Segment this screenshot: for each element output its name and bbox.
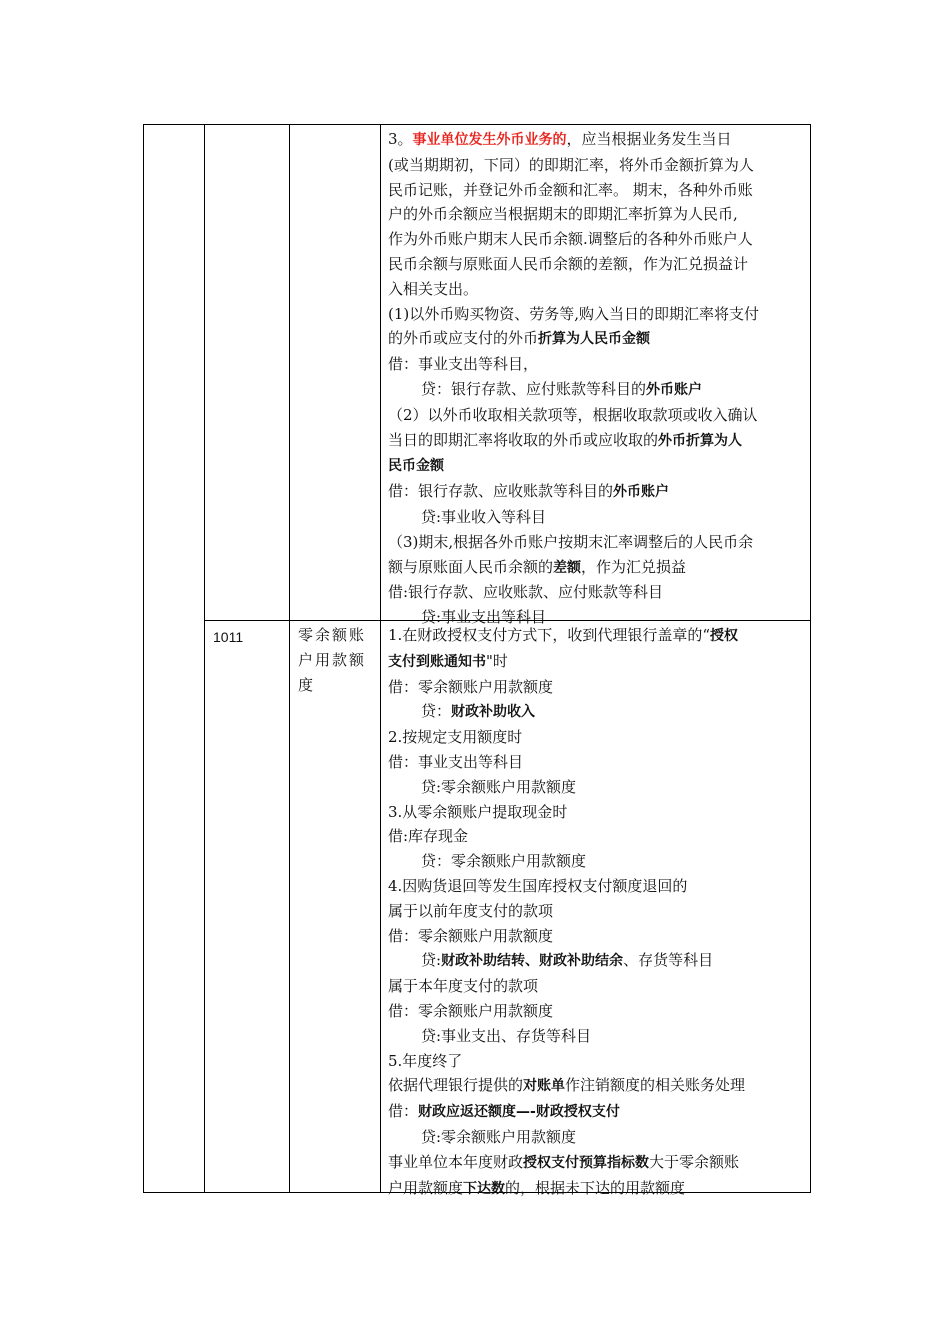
entry-line [388, 699, 803, 725]
bold-text: 差额 [553, 559, 582, 576]
entry-line [388, 403, 803, 428]
entry-line [388, 899, 803, 924]
bold-text: 财政补助结转、财政补助结余 [441, 953, 624, 970]
plain-text: 1.在财政授权支付方式下，收到代理银行盖章的“ [388, 626, 710, 644]
plain-text: 户用款额度 [388, 1178, 464, 1197]
plain-text: 3.从零余额账户提取现金时 [388, 802, 568, 821]
category-cell [144, 125, 205, 1193]
entry-line [388, 999, 803, 1024]
entry-line [388, 428, 803, 454]
plain-text: 当日的即期汇率将收取的外币或应收取的 [388, 430, 659, 449]
plain-text: "时 [486, 651, 508, 670]
name-cell [290, 125, 381, 621]
plain-text: 借：银行存款、应收账款等科目的 [388, 482, 614, 501]
entry-line [388, 252, 803, 277]
entry-line [388, 849, 803, 874]
plain-text: 贷： [421, 702, 452, 721]
bold-text: 授权 [709, 628, 738, 644]
plain-text: ，应当根据业务发生当日 [566, 130, 732, 148]
plain-text: 属于以前年度支付的款项 [388, 901, 554, 920]
entry-line [388, 649, 803, 675]
content-cell [381, 621, 811, 1197]
plain-text: 5.年度终了 [388, 1051, 463, 1070]
highlight-text: 事业单位发生外币业务的 [412, 132, 567, 148]
plain-text: (或当期期初，下同）的即期汇率，将外币金额折算为人 [388, 155, 754, 174]
entry-line [388, 948, 803, 974]
code-cell [205, 125, 290, 621]
plain-text: 作为外币账户期末人民币余额.调整后的各种外币账户人 [388, 230, 753, 249]
plain-text: 民币记账，并登记外币金额和汇率。 期末，各种外币账 [388, 180, 753, 199]
plain-text: 贷:事业支出、存货等科目 [421, 1026, 592, 1045]
plain-text: 借：零余额账户用款额度 [388, 1001, 554, 1020]
entry-line [388, 352, 803, 377]
plain-text: (1)以外币购买物资、劳务等,购入当日的即期汇率将支付 [388, 304, 760, 323]
plain-text: （2）以外币收取相关款项等，根据收取款项或收入确认 [388, 405, 758, 424]
entry-line [388, 623, 803, 649]
bold-text: 民币金额 [388, 458, 444, 475]
entry-line [388, 750, 803, 775]
plain-text: 借：事业支出等科目 [388, 752, 524, 771]
entry-line [388, 924, 803, 949]
entry-line [388, 479, 803, 505]
plain-text: 贷:事业支出等科目 [421, 608, 547, 627]
entry-line [388, 675, 803, 700]
entry-line [388, 824, 803, 849]
entry-line [388, 800, 803, 825]
entry-line [388, 1176, 803, 1202]
entry-line [388, 555, 803, 581]
entry-line [388, 326, 803, 352]
plain-text: 借:库存现金 [388, 827, 469, 846]
bold-text: 外币账户 [646, 381, 703, 398]
plain-text: 的外币或应支付的外币 [388, 329, 539, 348]
plain-text: 入相关支出。 [388, 279, 479, 298]
table-row [144, 125, 811, 621]
plain-text: 贷:事业收入等科目 [421, 507, 547, 526]
entry-line [388, 725, 803, 750]
bold-text: 折算为人民币金额 [538, 331, 651, 348]
entry-line [388, 202, 803, 227]
plain-text: 贷：银行存款、应付账款等科目的 [421, 379, 647, 398]
content-cell [381, 125, 811, 627]
plain-text: 3。 [388, 130, 413, 148]
entry-line [388, 1150, 803, 1176]
plain-text: 民币余额与原账面人民币余额的差额，作为汇兑损益计 [388, 254, 749, 273]
plain-text: 属于本年度支付的款项 [388, 977, 539, 996]
plain-text: ，作为汇兑损益 [581, 557, 687, 576]
entry-line [388, 580, 803, 605]
plain-text: 借：零余额账户用款额度 [388, 926, 554, 945]
entry-line [388, 277, 803, 302]
entry-line [388, 178, 803, 203]
entry-line [388, 1024, 803, 1049]
entry-line [388, 505, 803, 530]
plain-text: 2.按规定支用额度时 [388, 728, 523, 747]
entry-line [388, 153, 803, 178]
bold-text: 外币账户 [613, 484, 670, 501]
entry-line [388, 1073, 803, 1099]
entry-line [388, 302, 803, 327]
plain-text: 大于零余额账 [649, 1152, 740, 1171]
bold-text: 授权支付预算指标数 [523, 1154, 650, 1171]
entry-line [388, 127, 803, 153]
plain-text: 4.因购货退回等发生国库授权支付额度退回的 [388, 876, 688, 895]
plain-text: 事业单位本年度财政 [388, 1152, 524, 1171]
plain-text: 贷:零余额账户用款额度 [421, 777, 577, 796]
bold-text: 下达数 [463, 1180, 506, 1197]
plain-text: 贷:零余额账户用款额度 [421, 1127, 577, 1146]
bold-text: 财政补助收入 [451, 704, 536, 721]
plain-text: 借:银行存款、应收账款、应付账款等科目 [388, 583, 664, 602]
entry-line [388, 1125, 803, 1150]
entry-line [388, 453, 803, 479]
plain-text: 的，根据未下达的用款额度 [505, 1178, 686, 1197]
entry-content [381, 125, 810, 627]
entry-line [388, 530, 803, 555]
entry-line [388, 775, 803, 800]
bold-text: 对账单 [523, 1078, 566, 1095]
plain-text: 贷：零余额账户用款额度 [421, 852, 587, 871]
table-row [144, 621, 811, 1193]
entry-content [381, 621, 810, 1197]
bold-text: 财政应返还额度—-财政授权支付 [418, 1104, 620, 1121]
plain-text: 借： [388, 1102, 419, 1121]
name-cell: 零余额账户用款额度 [290, 621, 381, 1193]
accounting-table [143, 124, 811, 1197]
entry-line [388, 227, 803, 252]
bold-text: 外币折算为人 [658, 432, 743, 449]
entry-line [388, 1099, 803, 1125]
entry-line [388, 974, 803, 999]
plain-text: （3)期末,根据各外币账户按期末汇率调整后的人民币余 [388, 532, 754, 551]
entry-line [388, 1049, 803, 1074]
plain-text: 依据代理银行提供的 [388, 1076, 524, 1095]
plain-text: 贷: [421, 951, 442, 970]
plain-text: 作注销额度的相关账务处理 [565, 1076, 746, 1095]
plain-text: 额与原账面人民币余额的 [388, 557, 554, 576]
plain-text: 、存货等科目 [623, 951, 714, 970]
plain-text: 户的外币余额应当根据期末的即期汇率折算为人民币, [388, 205, 738, 224]
bold-text: 支付到账通知书 [388, 653, 486, 670]
entry-line [388, 874, 803, 899]
plain-text: 借：事业支出等科目， [388, 355, 539, 374]
plain-text: 借：零余额账户用款额度 [388, 677, 554, 696]
code-cell: 1011 [205, 621, 290, 1193]
entry-line [388, 377, 803, 403]
